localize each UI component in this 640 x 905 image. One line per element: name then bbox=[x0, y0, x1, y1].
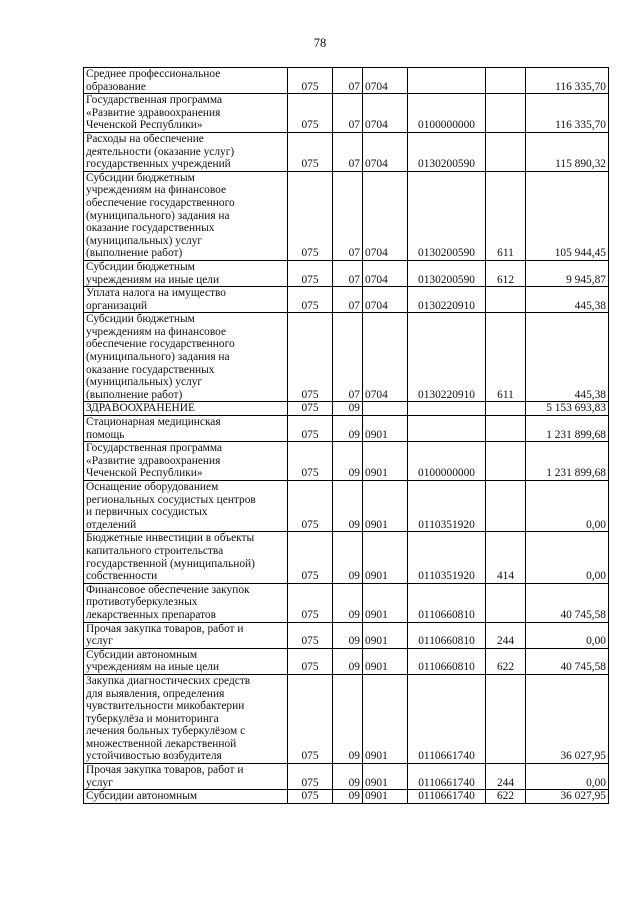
grbs-code-cell: 075 bbox=[288, 790, 333, 804]
target-article-cell: 0110660810 bbox=[408, 622, 486, 648]
expense-type-cell: 612 bbox=[486, 260, 526, 286]
grbs-code-cell: 075 bbox=[288, 764, 333, 790]
table-row bbox=[84, 68, 609, 94]
target-article-cell: 0110660810 bbox=[408, 583, 486, 622]
expense-type-cell bbox=[486, 94, 526, 133]
section-code-cell: 07 bbox=[333, 132, 363, 171]
expense-type-cell bbox=[486, 68, 526, 94]
subsection-code-cell: 0901 bbox=[363, 648, 408, 674]
amount-cell: 116 335,70 bbox=[526, 68, 609, 94]
grbs-code-cell: 075 bbox=[288, 622, 333, 648]
table-row bbox=[84, 313, 609, 402]
grbs-code-cell: 075 bbox=[288, 313, 333, 402]
grbs-code-cell: 075 bbox=[288, 532, 333, 583]
target-article-cell: 0130220910 bbox=[408, 287, 486, 313]
grbs-code-cell: 075 bbox=[288, 132, 333, 171]
table-row bbox=[84, 622, 609, 648]
subsection-code-cell: 0704 bbox=[363, 260, 408, 286]
row-name-cell: Закупка диагностических средств для выявления, определения чувствительности микобактерии туберкулёза и мониторинга лечения больных туберкулёзом с множественной лекарственной устойчивостью возбудителя bbox=[84, 674, 288, 763]
expense-type-cell: 611 bbox=[486, 313, 526, 402]
subsection-code-cell: 0901 bbox=[363, 481, 408, 532]
section-code-cell: 07 bbox=[333, 260, 363, 286]
expense-type-cell bbox=[486, 287, 526, 313]
subsection-code-cell: 0704 bbox=[363, 68, 408, 94]
target-article-cell bbox=[408, 416, 486, 442]
table-row bbox=[84, 416, 609, 442]
amount-cell: 40 745,58 bbox=[526, 583, 609, 622]
expense-type-cell bbox=[486, 416, 526, 442]
grbs-code-cell: 075 bbox=[288, 583, 333, 622]
table-row bbox=[84, 287, 609, 313]
expense-type-cell: 611 bbox=[486, 171, 526, 260]
row-name-cell: Государственная программа «Развитие здравоохранения Чеченской Республики» bbox=[84, 94, 288, 133]
table-row bbox=[84, 402, 609, 416]
section-code-cell: 09 bbox=[333, 416, 363, 442]
amount-cell: 9 945,87 bbox=[526, 260, 609, 286]
subsection-code-cell: 0901 bbox=[363, 622, 408, 648]
subsection-code-cell: 0901 bbox=[363, 790, 408, 804]
expense-type-cell: 244 bbox=[486, 622, 526, 648]
amount-cell: 5 153 693,83 bbox=[526, 402, 609, 416]
expense-type-cell: 414 bbox=[486, 532, 526, 583]
subsection-code-cell: 0704 bbox=[363, 94, 408, 133]
row-name-cell: Государственная программа «Развитие здравоохранения Чеченской Республики» bbox=[84, 442, 288, 481]
grbs-code-cell: 075 bbox=[288, 674, 333, 763]
section-code-cell: 07 bbox=[333, 313, 363, 402]
target-article-cell: 0110351920 bbox=[408, 532, 486, 583]
grbs-code-cell: 075 bbox=[288, 94, 333, 133]
amount-cell: 445,38 bbox=[526, 287, 609, 313]
expense-type-cell: 622 bbox=[486, 648, 526, 674]
row-name-cell: Среднее профессиональное образование bbox=[84, 68, 288, 94]
section-code-cell: 09 bbox=[333, 648, 363, 674]
grbs-code-cell: 075 bbox=[288, 416, 333, 442]
section-code-cell: 09 bbox=[333, 790, 363, 804]
subsection-code-cell: 0901 bbox=[363, 532, 408, 583]
target-article-cell: 0130220910 bbox=[408, 313, 486, 402]
target-article-cell: 0130200590 bbox=[408, 132, 486, 171]
table-row bbox=[84, 583, 609, 622]
expense-type-cell bbox=[486, 132, 526, 171]
expense-type-cell bbox=[486, 442, 526, 481]
amount-cell: 0,00 bbox=[526, 622, 609, 648]
table-row bbox=[84, 260, 609, 286]
grbs-code-cell: 075 bbox=[288, 260, 333, 286]
budget-table-body bbox=[84, 68, 609, 804]
subsection-code-cell: 0704 bbox=[363, 313, 408, 402]
subsection-code-cell bbox=[363, 402, 408, 416]
row-name-cell: Прочая закупка товаров, работ и услуг bbox=[84, 764, 288, 790]
amount-cell: 36 027,95 bbox=[526, 790, 609, 804]
table-row bbox=[84, 132, 609, 171]
row-name-cell: Оснащение оборудованием региональных сосудистых центров и первичных сосудистых отделений bbox=[84, 481, 288, 532]
amount-cell: 105 944,45 bbox=[526, 171, 609, 260]
row-name-cell: Расходы на обеспечение деятельности (оказание услуг) государственных учреждений bbox=[84, 132, 288, 171]
amount-cell: 0,00 bbox=[526, 764, 609, 790]
row-name-cell: Субсидии автономным учреждениям на иные цели bbox=[84, 648, 288, 674]
section-code-cell: 09 bbox=[333, 764, 363, 790]
grbs-code-cell: 075 bbox=[288, 402, 333, 416]
target-article-cell: 0110661740 bbox=[408, 790, 486, 804]
section-code-cell: 07 bbox=[333, 171, 363, 260]
table-row bbox=[84, 481, 609, 532]
subsection-code-cell: 0901 bbox=[363, 674, 408, 763]
table-row bbox=[84, 764, 609, 790]
grbs-code-cell: 075 bbox=[288, 481, 333, 532]
row-name-cell: ЗДРАВООХРАНЕНИЕ bbox=[84, 402, 288, 416]
table-row bbox=[84, 790, 609, 804]
section-code-cell: 09 bbox=[333, 583, 363, 622]
target-article-cell: 0130200590 bbox=[408, 171, 486, 260]
expense-type-cell: 622 bbox=[486, 790, 526, 804]
section-code-cell: 09 bbox=[333, 402, 363, 416]
row-name-cell: Финансовое обеспечение закупок противотуберкулезных лекарственных препаратов bbox=[84, 583, 288, 622]
expense-type-cell bbox=[486, 481, 526, 532]
target-article-cell bbox=[408, 68, 486, 94]
table-row bbox=[84, 442, 609, 481]
table-row bbox=[84, 171, 609, 260]
row-name-cell: Прочая закупка товаров, работ и услуг bbox=[84, 622, 288, 648]
table-row bbox=[84, 94, 609, 133]
grbs-code-cell: 075 bbox=[288, 68, 333, 94]
subsection-code-cell: 0901 bbox=[363, 764, 408, 790]
section-code-cell: 07 bbox=[333, 94, 363, 133]
target-article-cell: 0110661740 bbox=[408, 674, 486, 763]
grbs-code-cell: 075 bbox=[288, 287, 333, 313]
target-article-cell: 0130200590 bbox=[408, 260, 486, 286]
expense-type-cell: 244 bbox=[486, 764, 526, 790]
amount-cell: 0,00 bbox=[526, 481, 609, 532]
amount-cell: 116 335,70 bbox=[526, 94, 609, 133]
amount-cell: 40 745,58 bbox=[526, 648, 609, 674]
row-name-cell: Стационарная медицинская помощь bbox=[84, 416, 288, 442]
grbs-code-cell: 075 bbox=[288, 442, 333, 481]
amount-cell: 1 231 899,68 bbox=[526, 442, 609, 481]
amount-cell: 445,38 bbox=[526, 313, 609, 402]
target-article-cell: 0110660810 bbox=[408, 648, 486, 674]
row-name-cell: Субсидии бюджетным учреждениям на иные цели bbox=[84, 260, 288, 286]
section-code-cell: 07 bbox=[333, 287, 363, 313]
expense-type-cell bbox=[486, 402, 526, 416]
target-article-cell: 0110661740 bbox=[408, 764, 486, 790]
grbs-code-cell: 075 bbox=[288, 171, 333, 260]
subsection-code-cell: 0901 bbox=[363, 583, 408, 622]
expense-type-cell bbox=[486, 674, 526, 763]
amount-cell: 1 231 899,68 bbox=[526, 416, 609, 442]
section-code-cell: 09 bbox=[333, 481, 363, 532]
subsection-code-cell: 0704 bbox=[363, 132, 408, 171]
target-article-cell: 0100000000 bbox=[408, 94, 486, 133]
section-code-cell: 09 bbox=[333, 532, 363, 583]
subsection-code-cell: 0901 bbox=[363, 442, 408, 481]
page-number: 78 bbox=[313, 36, 327, 50]
amount-cell: 36 027,95 bbox=[526, 674, 609, 763]
grbs-code-cell: 075 bbox=[288, 648, 333, 674]
row-name-cell: Бюджетные инвестиции в объекты капитального строительства государственной (муниципальной) собственности bbox=[84, 532, 288, 583]
expense-type-cell bbox=[486, 583, 526, 622]
row-name-cell: Уплата налога на имущество организаций bbox=[84, 287, 288, 313]
amount-cell: 0,00 bbox=[526, 532, 609, 583]
row-name-cell: Субсидии бюджетным учреждениям на финансовое обеспечение государственного (муниципального) задания на оказание государственных (муниципальных) услуг (выполнение работ) bbox=[84, 171, 288, 260]
table-row bbox=[84, 532, 609, 583]
section-code-cell: 09 bbox=[333, 674, 363, 763]
target-article-cell: 0100000000 bbox=[408, 442, 486, 481]
subsection-code-cell: 0704 bbox=[363, 287, 408, 313]
row-name-cell: Субсидии бюджетным учреждениям на финансовое обеспечение государственного (муниципального) задания на оказание государственных (муниципальных) услуг (выполнение работ) bbox=[84, 313, 288, 402]
subsection-code-cell: 0901 bbox=[363, 416, 408, 442]
table-row bbox=[84, 648, 609, 674]
section-code-cell: 09 bbox=[333, 622, 363, 648]
budget-table bbox=[83, 67, 609, 804]
amount-cell: 115 890,32 bbox=[526, 132, 609, 171]
row-name-cell: Субсидии автономным bbox=[84, 790, 288, 804]
section-code-cell: 07 bbox=[333, 68, 363, 94]
subsection-code-cell: 0704 bbox=[363, 171, 408, 260]
section-code-cell: 09 bbox=[333, 442, 363, 481]
target-article-cell bbox=[408, 402, 486, 416]
table-row bbox=[84, 674, 609, 763]
target-article-cell: 0110351920 bbox=[408, 481, 486, 532]
